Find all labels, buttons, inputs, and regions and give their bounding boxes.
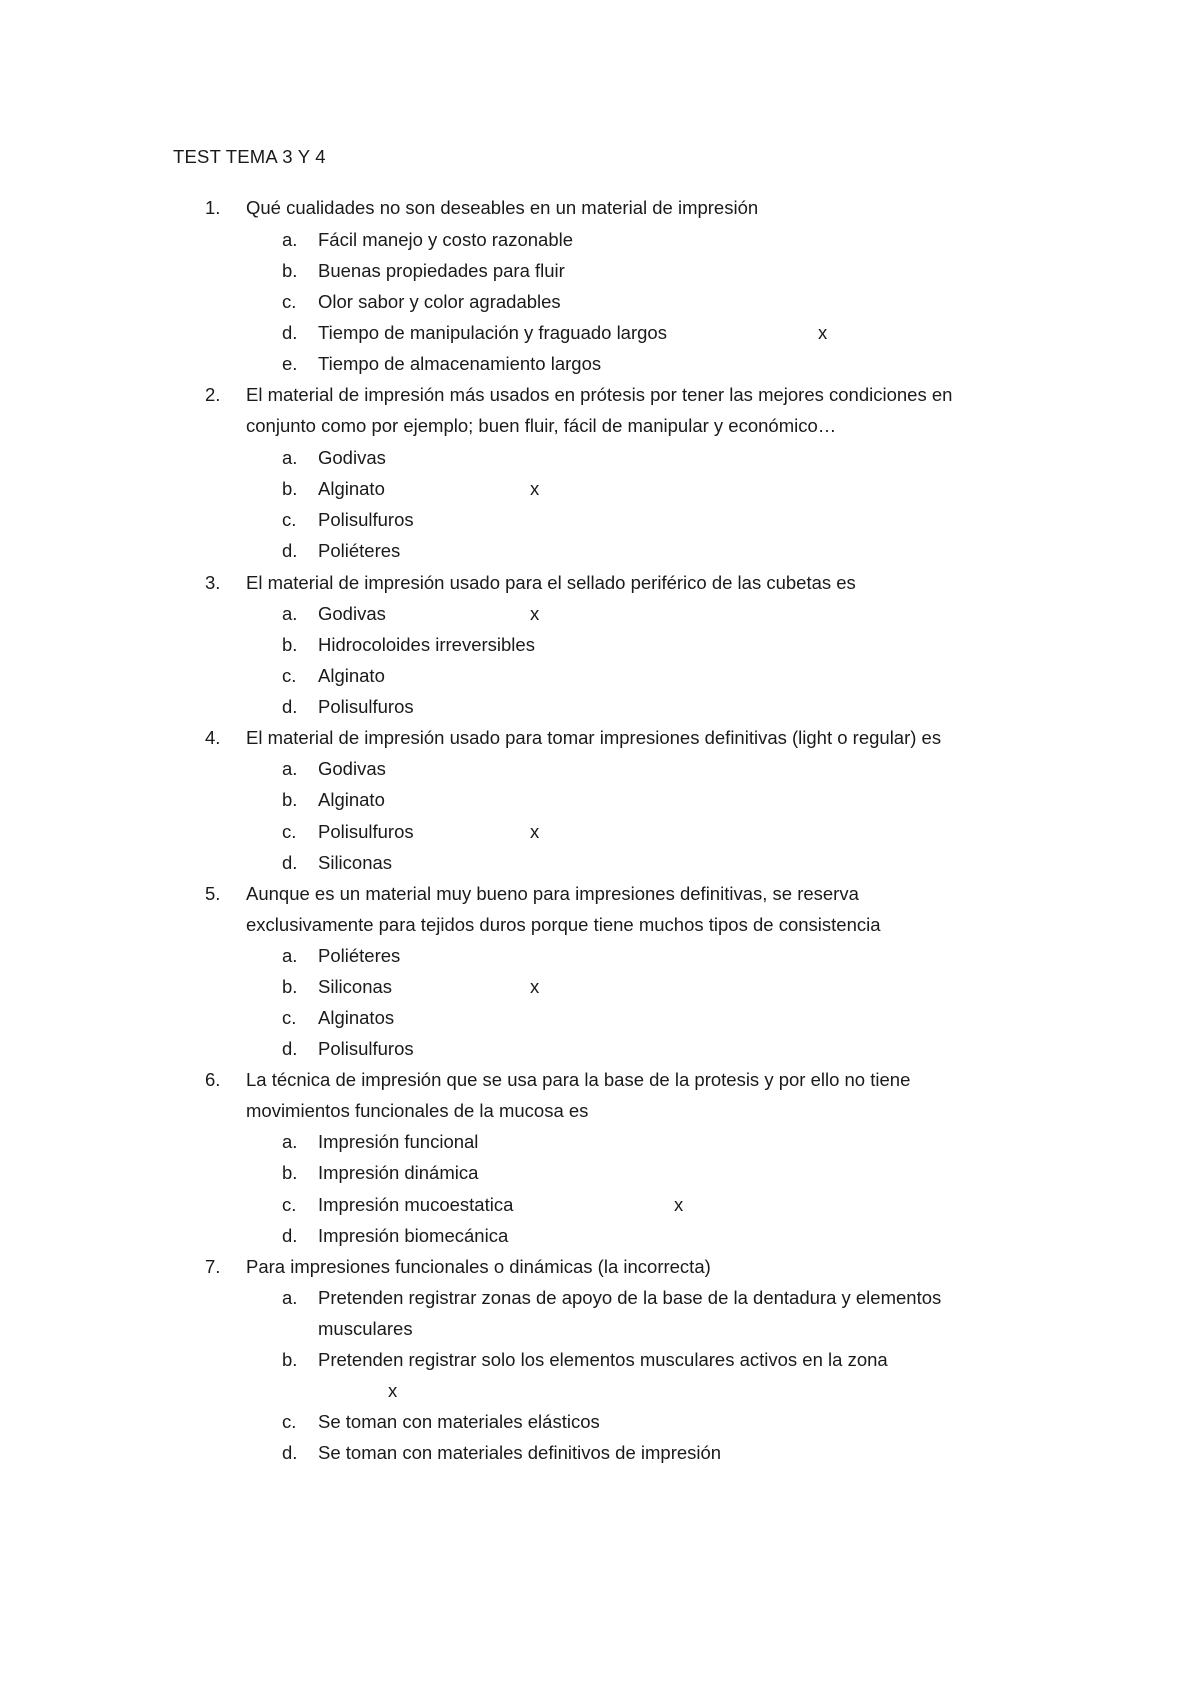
option-letter: b.	[282, 260, 298, 281]
option-letter: b.	[282, 789, 298, 810]
option-text-continued: musculares	[318, 1318, 413, 1339]
option-letter: b.	[282, 478, 298, 499]
question-text: La técnica de impresión que se usa para la base de la protesis y por ello no tiene	[246, 1069, 911, 1090]
option-text: Poliéteres	[318, 540, 401, 561]
option-letter: c.	[282, 1007, 297, 1028]
option-letter: c.	[282, 665, 297, 686]
option-text: Poliéteres	[318, 945, 401, 966]
option-text: Se toman con materiales definitivos de impresión	[318, 1442, 722, 1463]
option-letter: c.	[282, 821, 297, 842]
question-number: 2.	[205, 384, 221, 405]
option-letter: d.	[282, 1442, 298, 1463]
option-letter: a.	[282, 447, 298, 468]
option-letter: a.	[282, 758, 298, 779]
option-text: Alginatos	[318, 1007, 395, 1028]
option-letter: d.	[282, 696, 298, 717]
option-text: Buenas propiedades para fluir	[318, 260, 565, 281]
option-letter: d.	[282, 322, 298, 343]
option-letter: a.	[282, 1287, 298, 1308]
option-text: Se toman con materiales elásticos	[318, 1411, 600, 1432]
option-letter: c.	[282, 291, 297, 312]
option-letter: d.	[282, 1225, 298, 1246]
option-text: Impresión dinámica	[318, 1162, 479, 1183]
question-text-continued: exclusivamente para tejidos duros porque tiene muchos tipos de consistencia	[246, 914, 881, 935]
answer-mark: x	[530, 976, 540, 997]
question-number: 1.	[205, 197, 221, 218]
question-text: Para impresiones funcionales o dinámicas (la incorrecta)	[246, 1256, 711, 1277]
option-letter: b.	[282, 976, 298, 997]
option-text: Godivas	[318, 758, 386, 779]
option-text: Alginato	[318, 478, 385, 499]
option-text: Polisulfuros	[318, 1038, 414, 1059]
question-number: 6.	[205, 1069, 221, 1090]
question-text: Aunque es un material muy bueno para impresiones definitivas, se reserva	[246, 883, 859, 904]
option-letter: b.	[282, 1349, 298, 1370]
document-title: TEST TEMA 3 Y 4	[173, 146, 326, 167]
option-text: Olor sabor y color agradables	[318, 291, 561, 312]
option-text: Godivas	[318, 603, 386, 624]
option-text: Impresión mucoestatica	[318, 1194, 514, 1215]
question-text: El material de impresión más usados en prótesis por tener las mejores condiciones en	[246, 384, 953, 405]
option-text: Alginato	[318, 665, 385, 686]
option-letter: d.	[282, 852, 298, 873]
option-text: Polisulfuros	[318, 696, 414, 717]
option-text: Siliconas	[318, 852, 393, 873]
option-text: Siliconas	[318, 976, 393, 997]
option-letter: d.	[282, 540, 298, 561]
option-letter: b.	[282, 634, 298, 655]
option-text: Alginato	[318, 789, 385, 810]
option-letter: c.	[282, 1411, 297, 1432]
option-letter: a.	[282, 229, 298, 250]
option-letter: d.	[282, 1038, 298, 1059]
question-number: 3.	[205, 572, 221, 593]
option-letter: a.	[282, 1131, 298, 1152]
answer-mark: x	[674, 1194, 684, 1215]
answer-mark: x	[530, 478, 540, 499]
answer-mark: x	[818, 322, 828, 343]
option-text: Tiempo de manipulación y fraguado largos	[318, 322, 667, 343]
option-letter: c.	[282, 1194, 297, 1215]
option-text: Impresión funcional	[318, 1131, 479, 1152]
question-text-continued: conjunto como por ejemplo; buen fluir, fácil de manipular y económico…	[246, 415, 837, 436]
answer-mark: x	[388, 1380, 398, 1401]
answer-mark: x	[530, 821, 540, 842]
question-text-continued: movimientos funcionales de la mucosa es	[246, 1100, 589, 1121]
option-text: Pretenden registrar solo los elementos musculares activos en la zona	[318, 1349, 888, 1370]
question-number: 7.	[205, 1256, 221, 1277]
question-number: 4.	[205, 727, 221, 748]
question-text: El material de impresión usado para tomar impresiones definitivas (light o regular) es	[246, 727, 942, 748]
option-text: Impresión biomecánica	[318, 1225, 509, 1246]
question-text: Qué cualidades no son deseables en un material de impresión	[246, 197, 759, 218]
question-text: El material de impresión usado para el sellado periférico de las cubetas es	[246, 572, 856, 593]
question-number: 5.	[205, 883, 221, 904]
option-text: Fácil manejo y costo razonable	[318, 229, 574, 250]
option-text: Polisulfuros	[318, 509, 414, 530]
option-text: Hidrocoloides irreversibles	[318, 634, 535, 655]
option-letter: a.	[282, 603, 298, 624]
answer-mark: x	[530, 603, 540, 624]
option-text: Pretenden registrar zonas de apoyo de la base de la dentadura y elementos	[318, 1287, 942, 1308]
option-text: Polisulfuros	[318, 821, 414, 842]
option-letter: a.	[282, 945, 298, 966]
option-letter: e.	[282, 353, 298, 374]
option-letter: b.	[282, 1162, 298, 1183]
option-letter: c.	[282, 509, 297, 530]
option-text: Godivas	[318, 447, 386, 468]
option-text: Tiempo de almacenamiento largos	[318, 353, 602, 374]
